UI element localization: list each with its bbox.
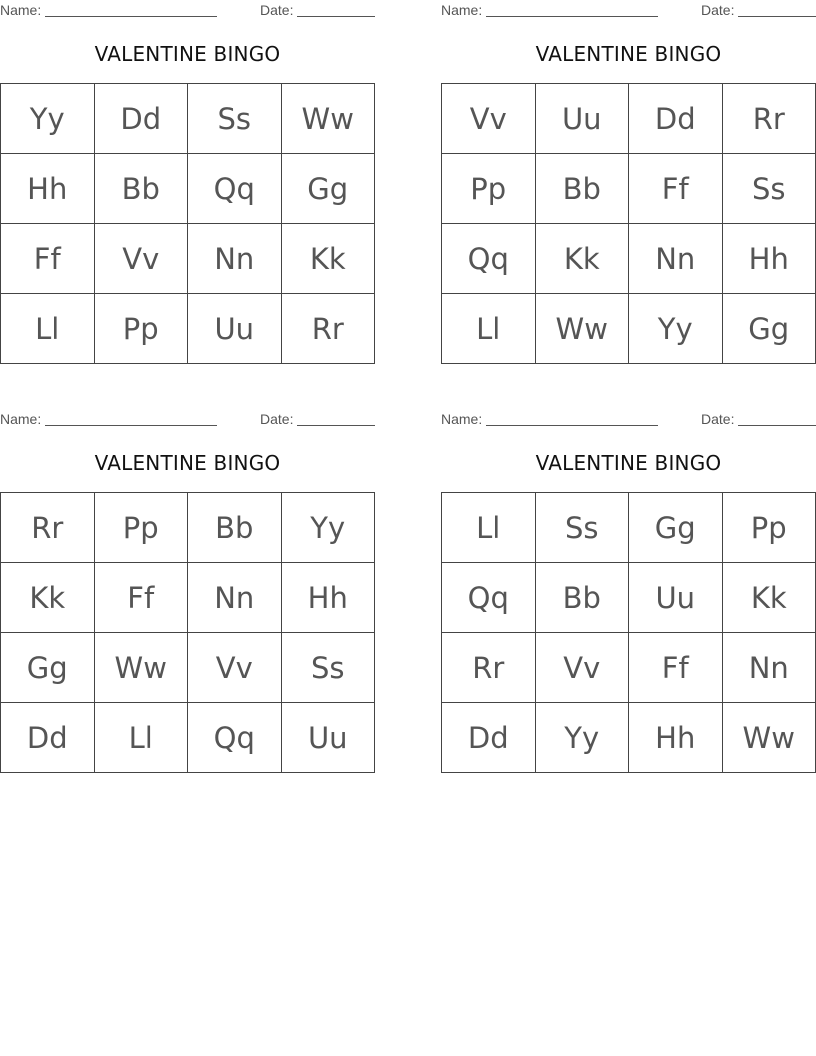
- bingo-card: [441, 0, 816, 365]
- grid-cell: Ll: [1, 294, 95, 364]
- grid-cell: Kk: [1, 563, 95, 633]
- grid-cell: Rr: [1, 493, 95, 563]
- grid-cell: Yy: [535, 703, 629, 773]
- bingo-card: [0, 0, 375, 365]
- grid-cell: Uu: [281, 703, 375, 773]
- grid-cell: Dd: [1, 703, 95, 773]
- name-blank-line: [45, 425, 217, 426]
- bingo-grid: [0, 83, 375, 364]
- date-label: Date:: [260, 2, 294, 18]
- grid-cell: Hh: [629, 703, 723, 773]
- grid-cell: Uu: [535, 84, 629, 154]
- grid-cell: Qq: [442, 224, 536, 294]
- name-blank-line: [486, 16, 658, 17]
- grid-row: [1, 224, 375, 294]
- name-blank-line: [45, 16, 217, 17]
- name-label: Name:: [0, 411, 42, 427]
- grid-cell: Gg: [722, 294, 816, 364]
- grid-cell: Vv: [442, 84, 536, 154]
- card-title: VALENTINE BINGO: [535, 42, 722, 66]
- card-header: [0, 411, 375, 427]
- grid-cell: Yy: [1, 84, 95, 154]
- grid-cell: Yy: [281, 493, 375, 563]
- grid-cell: Kk: [281, 224, 375, 294]
- grid-cell: Kk: [722, 563, 816, 633]
- grid-row: [1, 493, 375, 563]
- card-header: [441, 411, 816, 427]
- grid-cell: Dd: [442, 703, 536, 773]
- card-title: VALENTINE BINGO: [535, 451, 722, 475]
- grid-row: [1, 154, 375, 224]
- grid-row: [442, 84, 816, 154]
- grid-cell: Qq: [188, 154, 282, 224]
- grid-cell: Dd: [94, 84, 188, 154]
- grid-cell: Yy: [629, 294, 723, 364]
- grid-row: [1, 633, 375, 703]
- grid-cell: Qq: [442, 563, 536, 633]
- grid-cell: Vv: [535, 633, 629, 703]
- grid-cell: Ww: [722, 703, 816, 773]
- grid-cell: Vv: [94, 224, 188, 294]
- grid-cell: Bb: [535, 154, 629, 224]
- grid-row: [1, 294, 375, 364]
- grid-cell: Pp: [722, 493, 816, 563]
- bingo-card: [0, 409, 375, 774]
- grid-row: [1, 703, 375, 773]
- grid-row: [442, 633, 816, 703]
- grid-cell: Nn: [629, 224, 723, 294]
- grid-cell: Ll: [442, 493, 536, 563]
- grid-cell: Gg: [281, 154, 375, 224]
- grid-cell: Ff: [629, 633, 723, 703]
- date-blank-line: [297, 16, 375, 17]
- grid-cell: Ww: [535, 294, 629, 364]
- card-header: [0, 2, 375, 18]
- grid-cell: Uu: [629, 563, 723, 633]
- grid-row: [442, 703, 816, 773]
- grid-row: [442, 154, 816, 224]
- grid-cell: Ww: [94, 633, 188, 703]
- grid-cell: Pp: [94, 294, 188, 364]
- grid-cell: Ll: [442, 294, 536, 364]
- card-title: VALENTINE BINGO: [94, 451, 281, 475]
- bingo-grid: [441, 83, 816, 364]
- date-label: Date:: [701, 2, 735, 18]
- grid-row: [1, 84, 375, 154]
- grid-cell: Bb: [94, 154, 188, 224]
- grid-cell: Kk: [535, 224, 629, 294]
- bingo-grid: [0, 492, 375, 773]
- grid-cell: Qq: [188, 703, 282, 773]
- grid-cell: Ll: [94, 703, 188, 773]
- grid-cell: Hh: [722, 224, 816, 294]
- grid-cell: Rr: [281, 294, 375, 364]
- grid-cell: Dd: [629, 84, 723, 154]
- grid-cell: Ss: [535, 493, 629, 563]
- grid-cell: Bb: [535, 563, 629, 633]
- bingo-grid: [441, 492, 816, 773]
- card-title: VALENTINE BINGO: [94, 42, 281, 66]
- grid-row: [442, 493, 816, 563]
- grid-row: [442, 294, 816, 364]
- name-label: Name:: [0, 2, 42, 18]
- grid-cell: Pp: [442, 154, 536, 224]
- date-label: Date:: [701, 411, 735, 427]
- grid-row: [1, 563, 375, 633]
- grid-cell: Uu: [188, 294, 282, 364]
- grid-cell: Rr: [442, 633, 536, 703]
- grid-cell: Pp: [94, 493, 188, 563]
- grid-cell: Bb: [188, 493, 282, 563]
- grid-cell: Gg: [629, 493, 723, 563]
- grid-cell: Ff: [94, 563, 188, 633]
- grid-cell: Nn: [188, 224, 282, 294]
- grid-cell: Ww: [281, 84, 375, 154]
- grid-cell: Ss: [722, 154, 816, 224]
- date-blank-line: [738, 425, 816, 426]
- grid-cell: Ss: [281, 633, 375, 703]
- date-blank-line: [297, 425, 375, 426]
- grid-cell: Hh: [1, 154, 95, 224]
- grid-cell: Gg: [1, 633, 95, 703]
- grid-row: [442, 563, 816, 633]
- grid-cell: Rr: [722, 84, 816, 154]
- grid-cell: Nn: [188, 563, 282, 633]
- grid-cell: Nn: [722, 633, 816, 703]
- grid-cell: Ff: [629, 154, 723, 224]
- date-blank-line: [738, 16, 816, 17]
- name-blank-line: [486, 425, 658, 426]
- grid-cell: Vv: [188, 633, 282, 703]
- date-label: Date:: [260, 411, 294, 427]
- grid-cell: Hh: [281, 563, 375, 633]
- card-header: [441, 2, 816, 18]
- grid-row: [442, 224, 816, 294]
- name-label: Name:: [441, 2, 483, 18]
- grid-cell: Ss: [188, 84, 282, 154]
- bingo-card: [441, 409, 816, 774]
- name-label: Name:: [441, 411, 483, 427]
- grid-cell: Ff: [1, 224, 95, 294]
